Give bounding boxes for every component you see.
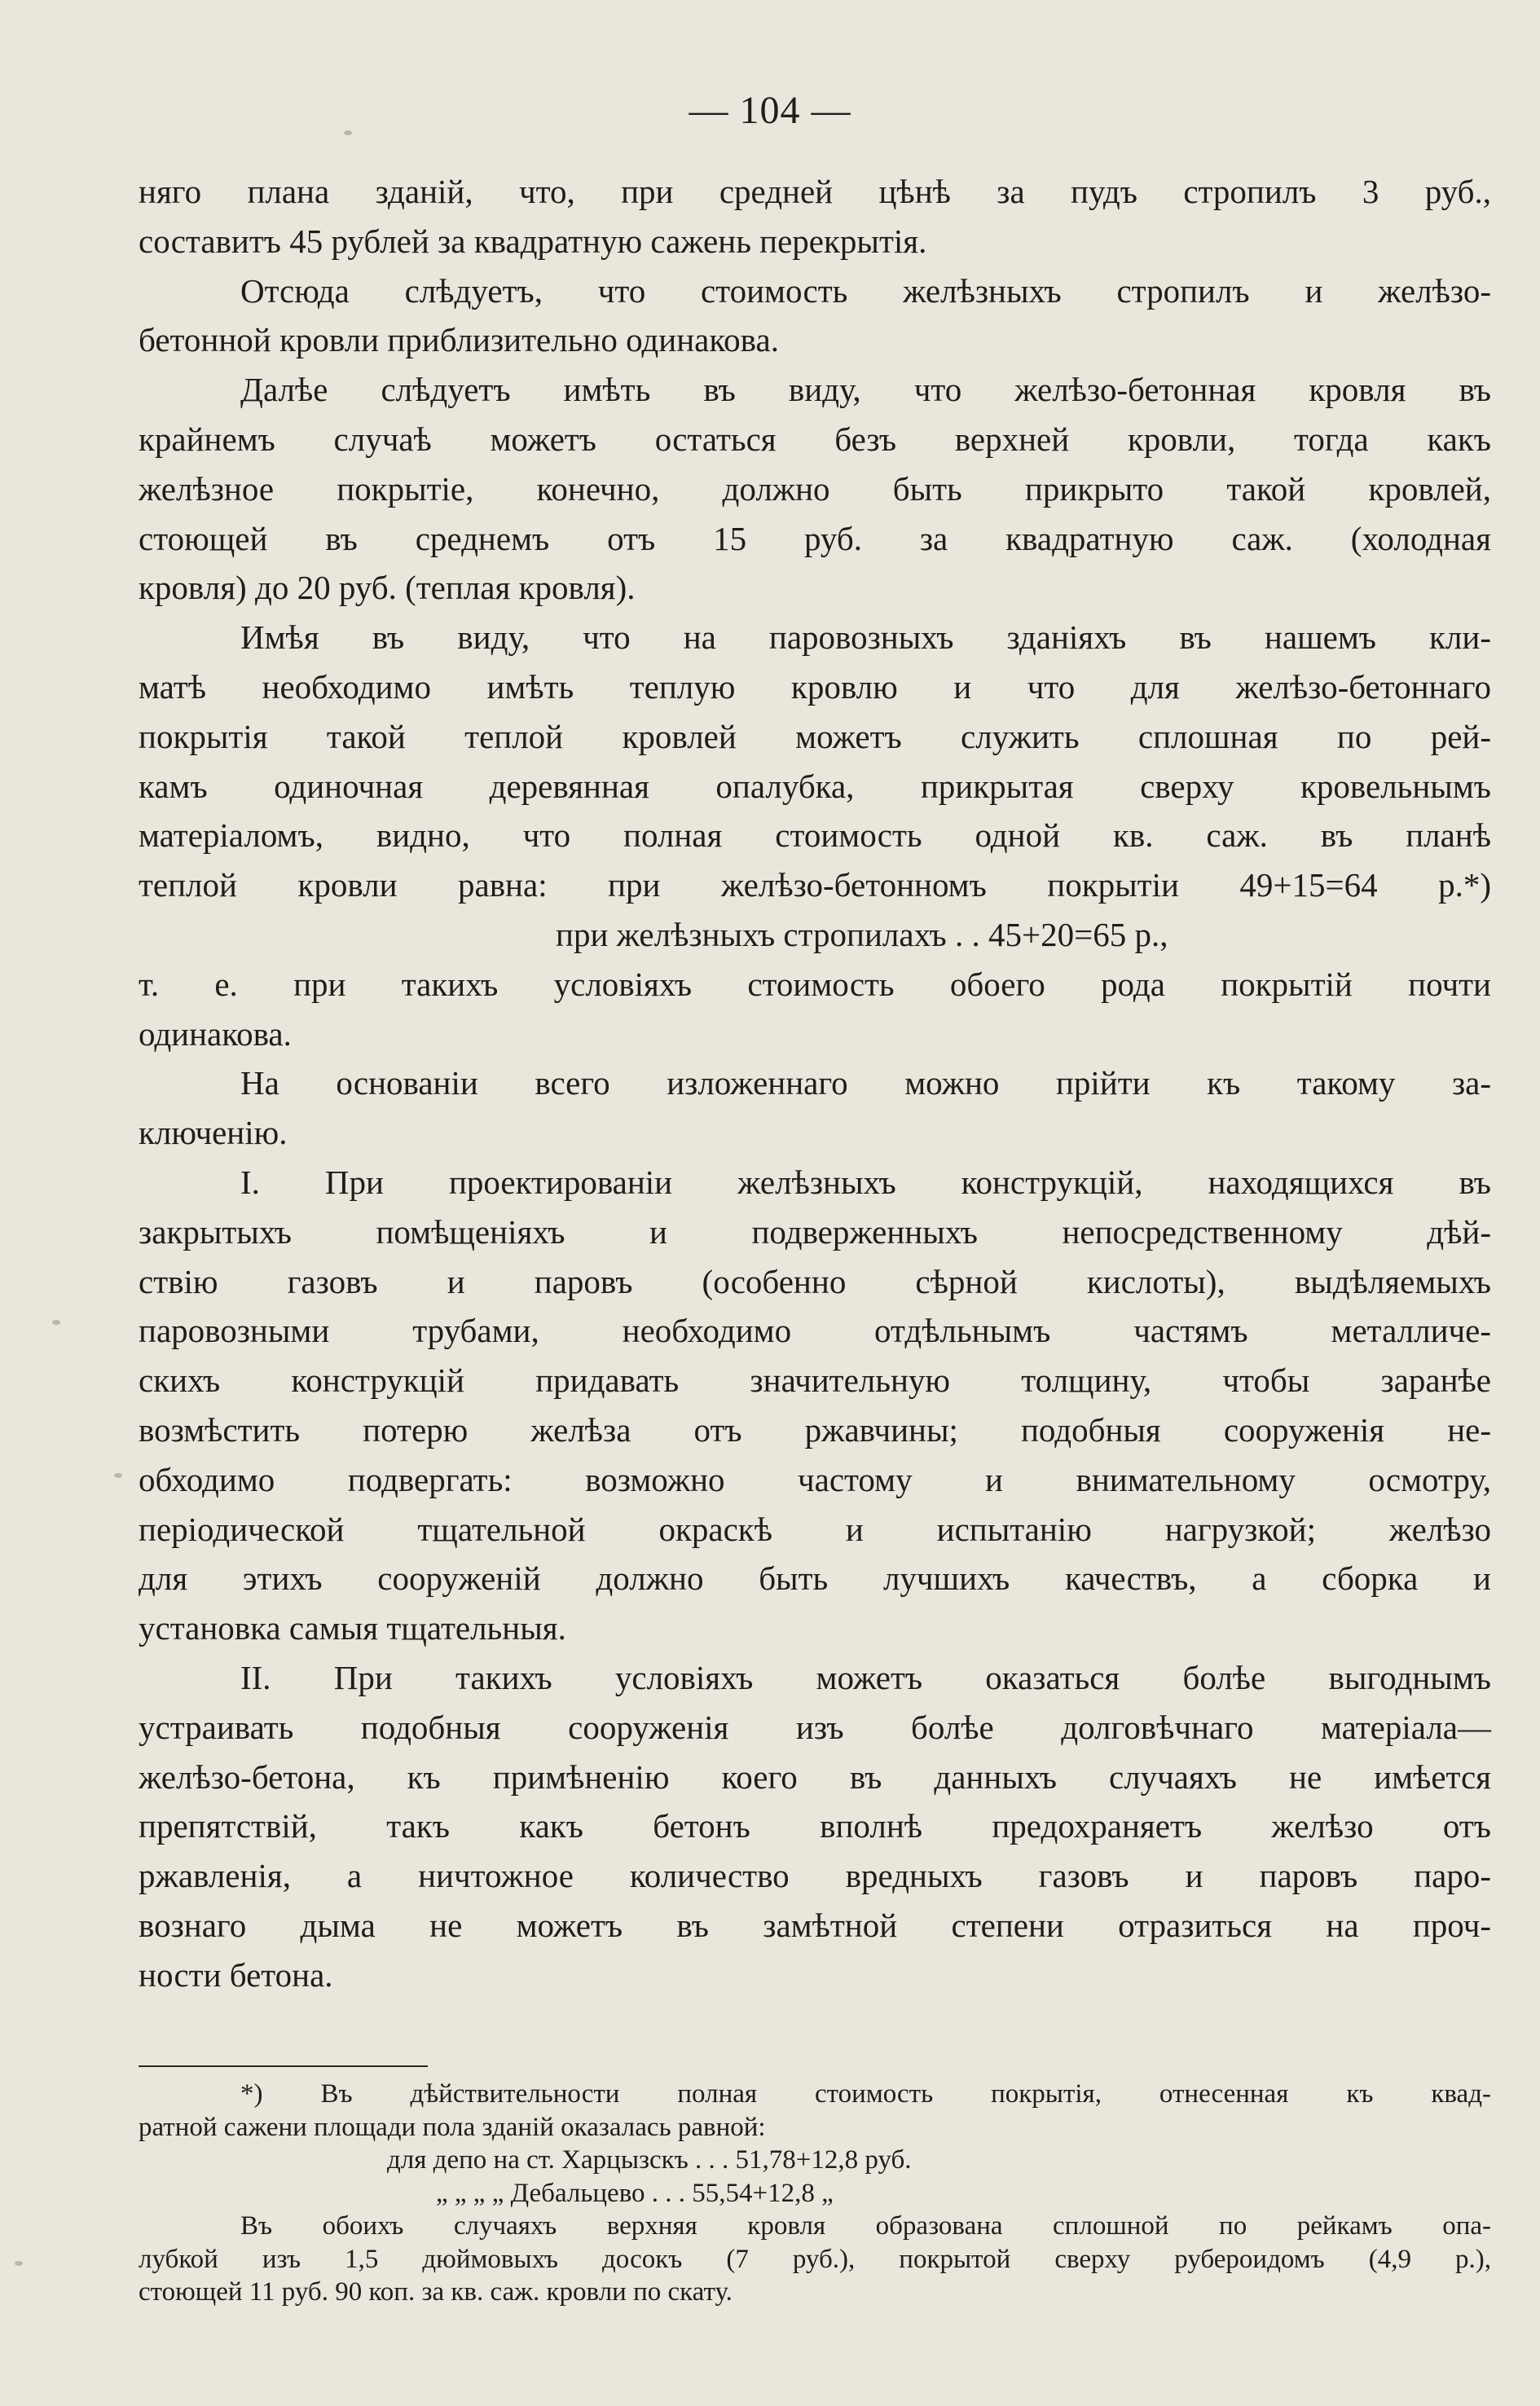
ink-speck bbox=[344, 130, 352, 135]
ink-speck bbox=[114, 1473, 122, 1478]
text-line: скихъ конструкцій придавать значительную толщину, чтобы заранѣе bbox=[139, 1361, 1491, 1400]
text-line: для этихъ сооруженій должно быть лучшихъ качествъ, а сборка и bbox=[139, 1559, 1491, 1598]
text-line: матѣ необходимо имѣть теплую кровлю и что для желѣзо-бетоннаго bbox=[139, 667, 1491, 706]
text-line: матеріаломъ, видно, что полная стоимость одной кв. саж. въ планѣ bbox=[139, 816, 1491, 855]
text-line: ключенію. bbox=[139, 1114, 288, 1152]
footnote-depot-line: „ „ „ „ Дебальцево . . . 55,54+12,8 „ bbox=[436, 2178, 834, 2208]
text-line: стоющей въ среднемъ отъ 15 руб. за квадратную саж. (холодная bbox=[139, 519, 1491, 557]
text-line: т. е. при такихъ условіяхъ стоимость обоего рода покрытій почти bbox=[139, 965, 1491, 1003]
text-line: камъ одиночная деревянная опалубка, прикрытая сверху кровельнымъ bbox=[139, 767, 1491, 805]
footnote-separator bbox=[139, 2065, 428, 2067]
text-line: обходимо подвергать: возможно частому и внимательному осмотру, bbox=[139, 1460, 1491, 1498]
cost-formula-line: при желѣзныхъ стропилахъ . . 45+20=65 р., bbox=[556, 915, 1168, 953]
text-line: Имѣя въ виду, что на паровозныхъ зданіяхъ въ нашемъ кли- bbox=[240, 618, 1491, 657]
text-line: желѣзо-бетона, къ примѣненію коего въ данныхъ случаяхъ не имѣется bbox=[139, 1757, 1491, 1796]
body-text bbox=[139, 167, 1491, 1999]
ink-speck bbox=[52, 1320, 60, 1325]
footnote bbox=[139, 2078, 1491, 2309]
text-line: покрытія такой теплой кровлей можетъ служить сплошная по рей- bbox=[139, 717, 1491, 755]
text-line: кровля) до 20 руб. (теплая кровля). bbox=[139, 569, 636, 607]
text-line: няго плана зданій, что, при средней цѣнѣ за пудъ стропилъ 3 руб., bbox=[139, 173, 1491, 210]
cost-formula-line: теплой кровли равна: при желѣзо-бетонномъ покрытіи 49+15=64 р.*) bbox=[139, 866, 1491, 904]
page-number: — 104 — bbox=[689, 89, 851, 132]
text-line: періодической тщательной окраскѣ и испытанію нагрузкой; желѣзо bbox=[139, 1510, 1491, 1548]
footnote-line: лубкой изъ 1,5 дюймовыхъ досокъ (7 руб.), покрытой сверху рубероидомъ (4,9 р.), bbox=[139, 2244, 1491, 2274]
text-line: составитъ 45 рублей за квадратную сажень перекрытія. bbox=[139, 222, 927, 260]
text-line: устраивать подобныя сооруженія изъ болѣе долговѣчнаго матеріала— bbox=[139, 1708, 1491, 1746]
text-line: закрытыхъ помѣщеніяхъ и подверженныхъ непосредственному дѣй- bbox=[139, 1212, 1491, 1251]
text-line: одинакова. bbox=[139, 1014, 292, 1053]
text-line: Отсюда слѣдуетъ, что стоимость желѣзныхъ стропилъ и желѣзо- bbox=[240, 271, 1491, 310]
footnote-line: Въ обоихъ случаяхъ верхняя кровля образована сплошной по рейкамъ опа- bbox=[240, 2211, 1491, 2241]
footnote-line: *) Въ дѣйствительности полная стоимость покрытія, отнесенная къ квад- bbox=[240, 2079, 1491, 2109]
text-line: желѣзное покрытіе, конечно, должно быть прикрыто такой кровлей, bbox=[139, 469, 1491, 508]
text-line: вознаго дыма не можетъ въ замѣтной степени отразиться на проч- bbox=[139, 1906, 1491, 1944]
ink-speck bbox=[15, 2261, 23, 2266]
text-line: Далѣе слѣдуетъ имѣть въ виду, что желѣзо-бетонная кровля въ bbox=[240, 371, 1491, 409]
text-line: препятствій, такъ какъ бетонъ вполнѣ предохраняетъ желѣзо отъ bbox=[139, 1807, 1491, 1845]
conclusion-1-line: I. При проектированіи желѣзныхъ конструкцій, находящихся въ bbox=[240, 1163, 1491, 1201]
text-line: крайнемъ случаѣ можетъ остаться безъ верхней кровли, тогда какъ bbox=[139, 420, 1491, 458]
text-line: паровозными трубами, необходимо отдѣльнымъ частямъ металличе- bbox=[139, 1312, 1491, 1350]
footnote-depot-line: для депо на ст. Харцызскъ . . . 51,78+12,8 руб. bbox=[387, 2145, 912, 2175]
text-line: ствію газовъ и паровъ (особенно сѣрной кислоты), выдѣляемыхъ bbox=[139, 1262, 1491, 1300]
text-line: возмѣстить потерю желѣза отъ ржавчины; подобныя сооруженія не- bbox=[139, 1410, 1491, 1449]
text-line: бетонной кровли приблизительно одинакова. bbox=[139, 321, 779, 359]
text-line: ржавленія, а ничтожное количество вредныхъ газовъ и паровъ паро- bbox=[139, 1857, 1491, 1895]
text-line: На основаніи всего изложеннаго можно прійти къ такому за- bbox=[240, 1064, 1491, 1102]
footnote-line: стоющей 11 руб. 90 коп. за кв. саж. кровли по скату. bbox=[139, 2277, 733, 2307]
text-line: ности бетона. bbox=[139, 1955, 333, 1994]
footnote-line: ратной сажени площади пола зданій оказалась равной: bbox=[139, 2112, 766, 2142]
conclusion-2-line: II. При такихъ условіяхъ можетъ оказаться болѣе выгоднымъ bbox=[240, 1658, 1491, 1696]
text-line: установка самыя тщательныя. bbox=[139, 1609, 566, 1647]
